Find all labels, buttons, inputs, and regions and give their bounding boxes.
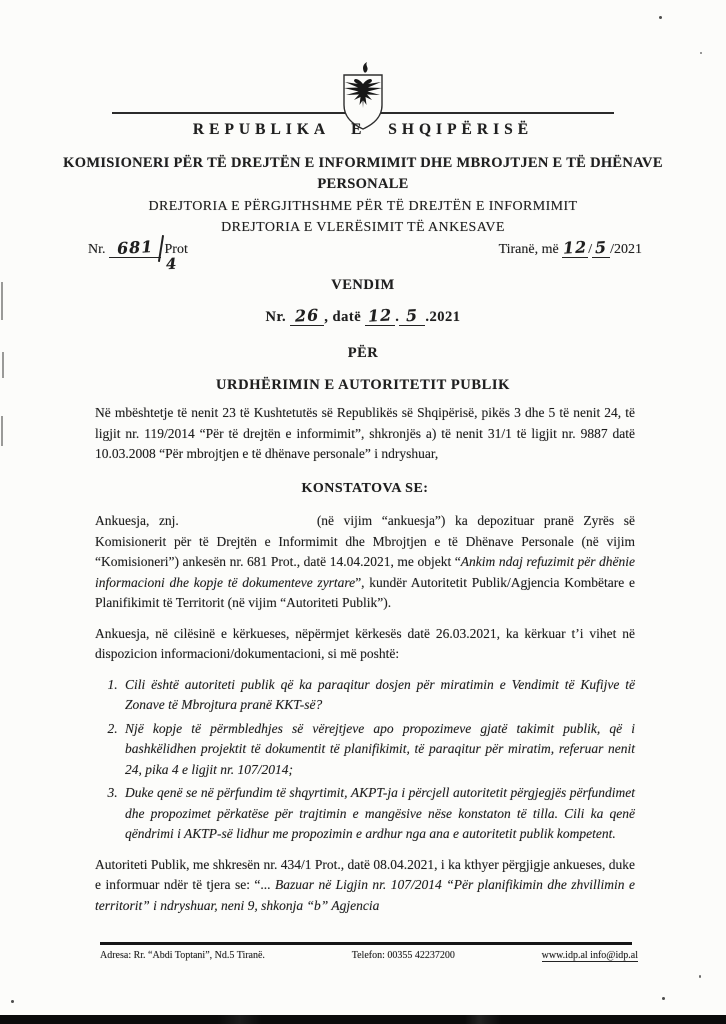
request-paragraph: Ankuesja, në cilësinë e kërkueses, nëpërmjet kërkesës datë 26.03.2021, ka kërkuar t’i vihet në dispozicion informacioni/dokumentacioni, si më poshtë: (95, 625, 635, 661)
scan-speck (699, 975, 701, 978)
protocol-number (88, 237, 188, 274)
list-item (121, 719, 635, 781)
decision-date-label: , datë (324, 309, 362, 325)
authority-reply-intro: Autoriteti Publik, me shkresën nr. 434/1 Prot., datë 08.04.2021, i ka kthyer përgjigje ankueses, duke e informuar ndër të tjera se: “... (95, 856, 635, 892)
scan-speck (662, 997, 665, 1000)
scan-speck (11, 1000, 14, 1003)
handwritten-month: 5 (594, 237, 608, 258)
handwritten-decision-number: 26 (294, 305, 320, 326)
complaint-object-italic: Ankim ndaj refuzimit për dhënie informacioni dhe kopje të dokumenteve zyrtare (95, 554, 635, 590)
institution-name: KOMISIONERI PËR TË DREJTËN E INFORMIMIT DHE MBROJTJEN E TË DHËNAVE PERSONALE (63, 155, 663, 192)
scan-edge-mark (1, 416, 3, 446)
complaint-paragraph (95, 511, 635, 614)
requested-items-list (95, 675, 635, 845)
date-year: /2021 (610, 242, 642, 257)
date-separator: / (588, 242, 593, 257)
list-item-text: Cili është autoriteti publik që ka paraqitur dosjen për miratimin e Vendimit të Kufijve të Zonave të Mbrojtura pranë KKT-së? (125, 676, 635, 712)
handwritten-protocol-number: 681 (116, 237, 154, 258)
protocol-prefix: Nr. (88, 242, 106, 257)
list-item-text: Një kopje të përmbledhjes së vërejtjeve apo propozimeve gjatë takimit publik, që i bashkëlidhen projektit të dokumentit të planifikimit, të paraqitur për miratim, referuar nenit 24, pika 4 e ligjit nr. 107/2014; (125, 720, 635, 777)
protocol-suffix: Prot (164, 242, 188, 257)
scan-speck (659, 16, 662, 19)
handwritten-protocol-sub-number: 4 (165, 254, 178, 274)
decision-nr-prefix: Nr. (265, 309, 287, 325)
protocol-date-row (88, 237, 642, 274)
footer-rule (100, 942, 632, 945)
place-date (498, 237, 642, 258)
decision-subject: URDHËRIMIN E AUTORITETIT PUBLIK (215, 377, 511, 393)
decision-year: .2021 (425, 309, 461, 325)
list-item (121, 675, 635, 716)
place-date-prefix: Tiranë, më (498, 242, 559, 257)
footer-web-email: www.idp.al info@idp.al (541, 950, 638, 961)
list-item-text: Duke qenë se në përfundim të shqyrtimit, AKPT-ja i përcjell autoritetit përgjegjës përfundimet dhe propozimet përkatëse për trajtimin e mangësive nëse konstaton të tilla. Cili ka qenë qëndrimi i AKTP-së lidhur me propozimin e ardhur nga ana e autoritetit publik kompetent. (125, 785, 635, 841)
scan-bottom-edge-bar (0, 1015, 726, 1024)
list-item (121, 783, 635, 845)
per-heading: PËR (347, 345, 379, 361)
authority-reply-paragraph (95, 855, 635, 917)
authority-reply-quote-italic: Bazuar në Ligjin nr. 107/2014 “Për planifikimin dhe zhvillimin e territorit” i ndryshuar, neni 9, shkonja “b” Agjencia (95, 877, 636, 913)
complaint-closing: ”, kundër Autoritetit Publik/Agjencia Kombëtare e Planifikimit të Territorit (në vijim “Autoriteti Publik”). (95, 574, 635, 610)
republic-title: REPUBLIKA E SHQIPËRISË (192, 121, 534, 138)
decision-date-dot: . (395, 309, 400, 325)
legal-basis-text: Në mbështetje të nenit 23 të Kushtetutës së Republikës së Shqipërisë, pikës 3 dhe 5 të nenit 24, të ligjit nr. 119/2014 “Për të drejtën e informimit”, shkronjës a) të nenit 31/1 të ligjit nr. 9887 datë 10.03.2008 “Për mbrojtjen e të dhënave personale” i ndryshuar, (95, 405, 635, 461)
complainant-intro: Ankuesja, znj. (95, 513, 179, 528)
footer-address: Adresa: Rr. “Abdi Toptani”, Nd.5 Tiranë. (100, 950, 265, 961)
footer (100, 950, 638, 962)
legal-basis-paragraph (95, 403, 635, 465)
handwritten-decision-day: 12 (367, 305, 393, 326)
scan-speck (700, 52, 702, 54)
konstatova-heading: KONSTATOVA SE: (301, 480, 429, 496)
handwritten-day: 12 (562, 237, 588, 258)
footer-phone: Telefon: 00355 42237200 (351, 950, 455, 961)
decision-number-line (0, 305, 726, 326)
directorate-general: DREJTORIA E PËRGJITHSHME PËR TË DREJTËN E INFORMIMIT (148, 199, 578, 214)
decision-title: VENDIM (331, 277, 395, 293)
handwritten-decision-month: 5 (405, 305, 419, 326)
complaint-details: (në vijim “ankuesja”) ka depozituar pranë Zyrës së Komisionerit për të Drejtën e Informimit dhe Mbrojtjen e të Dhënave Personale (në vijim “Komisioneri”) ankesën nr. 681 Prot., datë 14.04.2021, me objekt “ (95, 513, 635, 569)
directorate-complaints: DREJTORIA E VLERËSIMIT TË ANKESAVE (221, 220, 505, 235)
document-body (95, 403, 635, 926)
